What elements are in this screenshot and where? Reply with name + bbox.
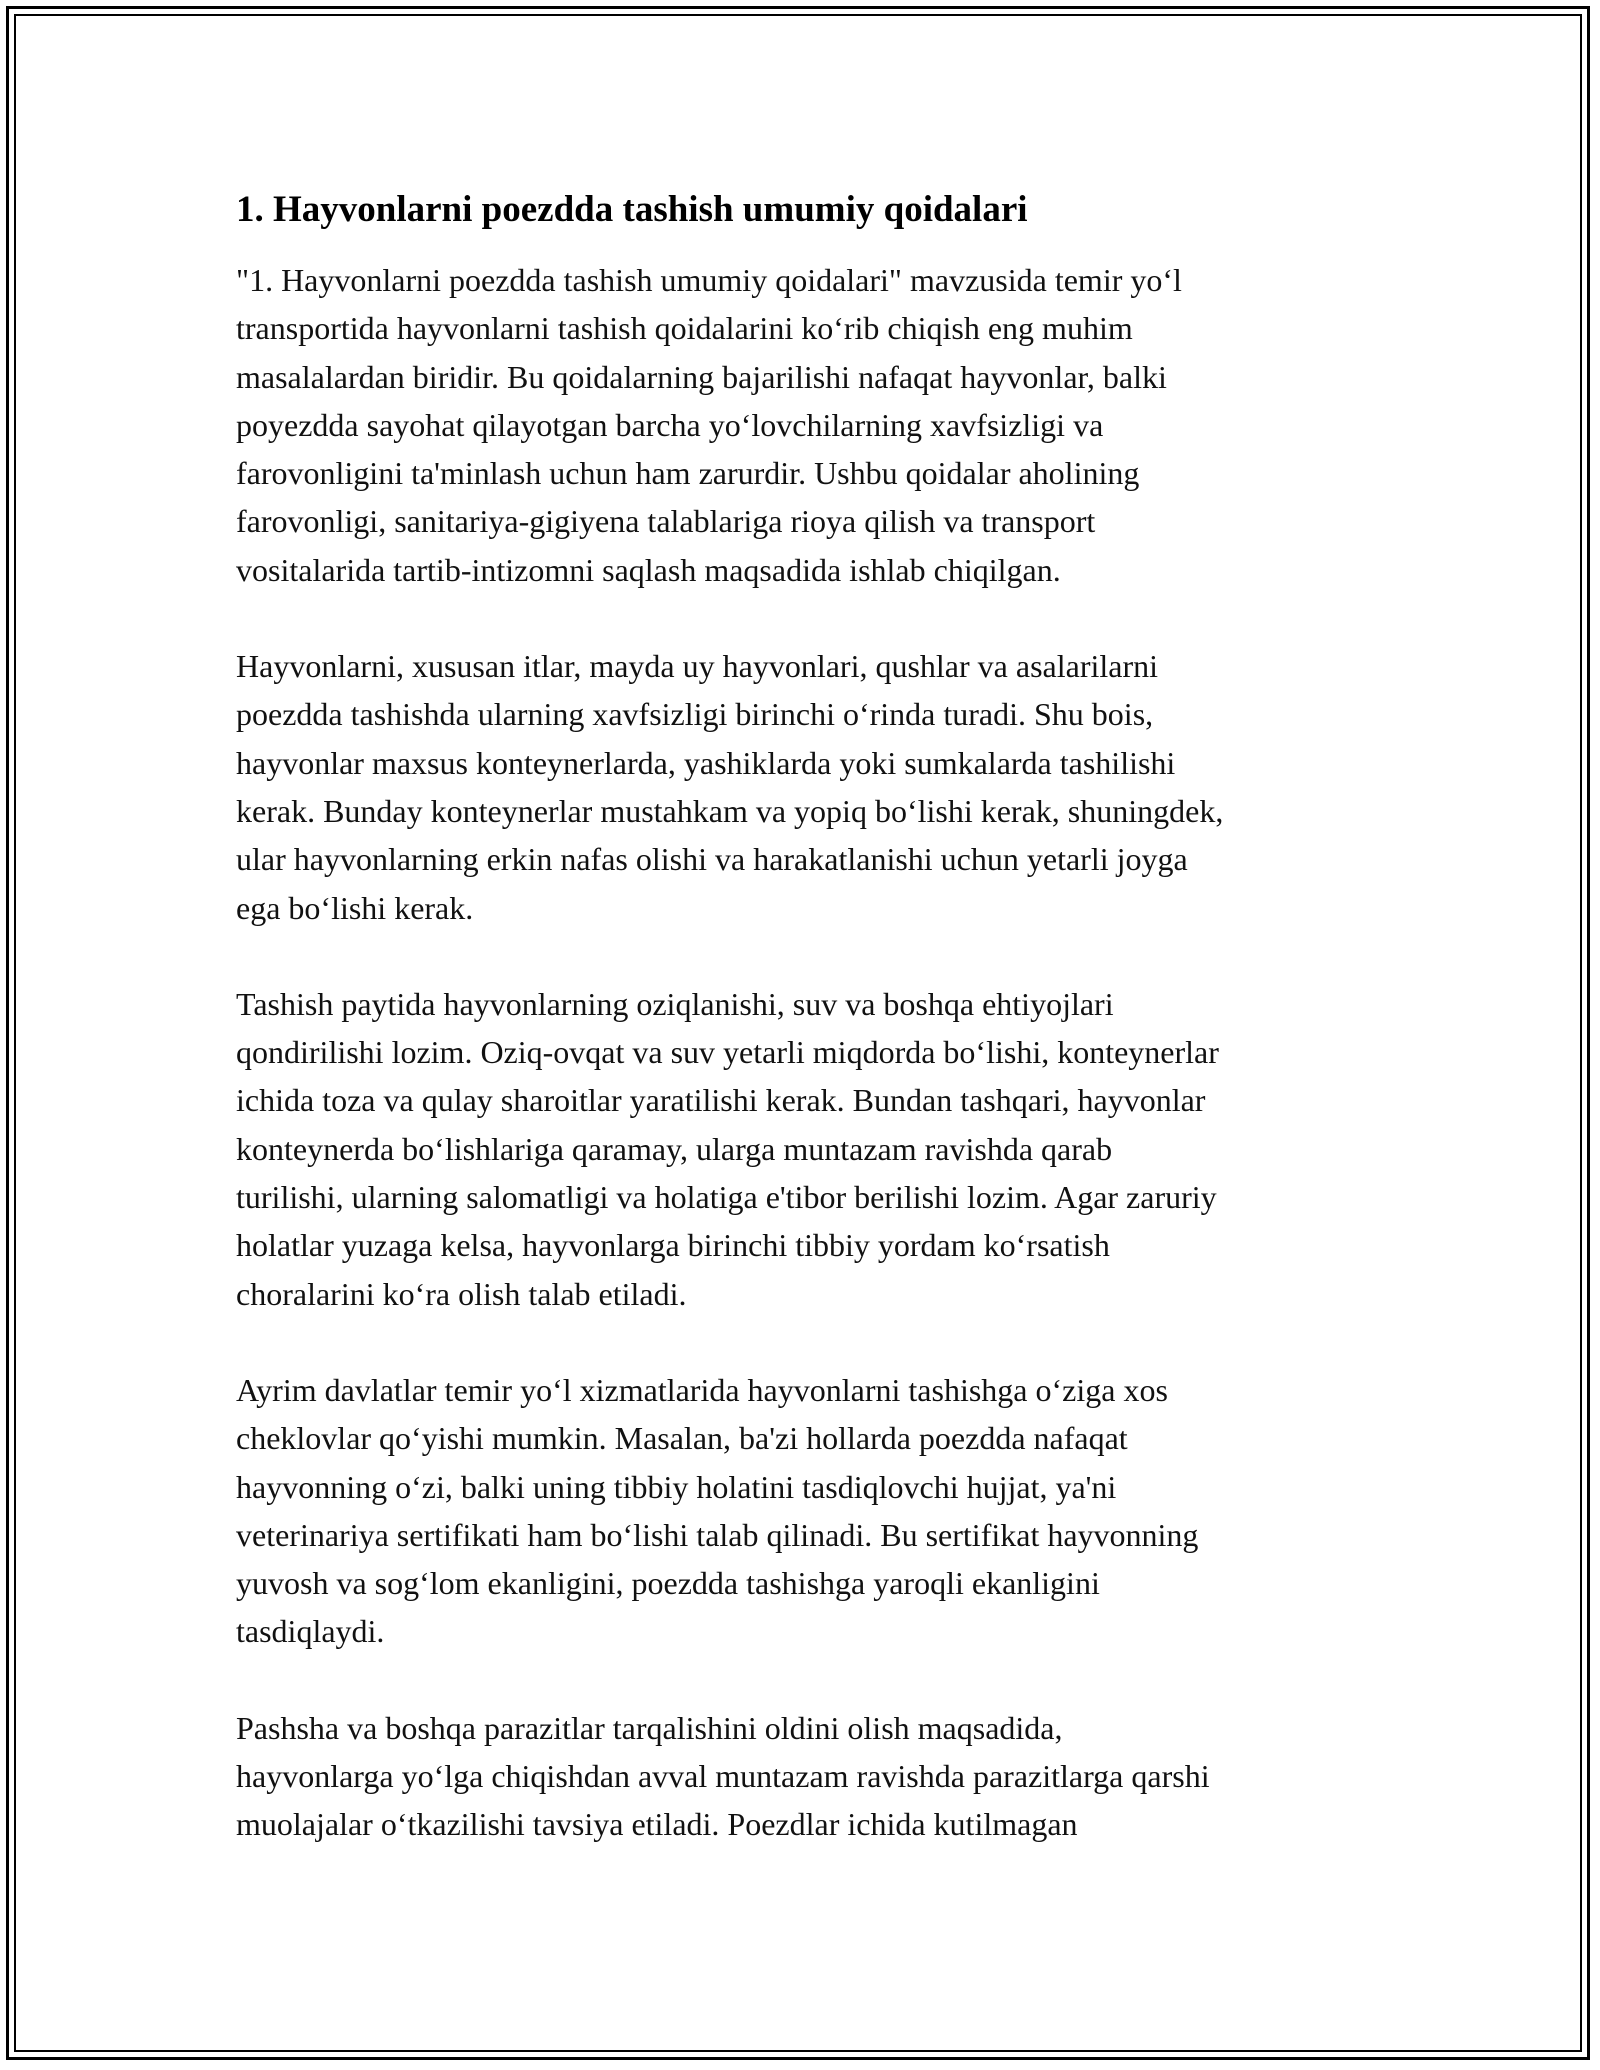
text-line: hayvonning o‘zi, balki uning tibbiy holatini tasdiqlovchi hujjat, ya'ni xyxy=(236,1468,1117,1505)
paragraph-5 xyxy=(236,1704,1376,1849)
text-line: yuvosh va sog‘lom ekanligini, poezdda tashishga yaroqli ekanligini xyxy=(236,1565,1100,1602)
paragraph-4 xyxy=(236,1366,1376,1656)
text-line: konteynerda bo‘lishlariga qaramay, ularga muntazam ravishda qarab xyxy=(236,1130,1113,1167)
text-line: farovonligini ta'minlash uchun ham zarurdir. Ushbu qoidalar aholining xyxy=(236,455,1140,492)
text-line: poezdda tashishda ularning xavfsizligi birinchi o‘rinda turadi. Shu bois, xyxy=(236,696,1154,733)
text-line: qondirilishi lozim. Oziq-ovqat va suv yetarli miqdorda bo‘lishi, konteynerlar xyxy=(236,1034,1219,1071)
text-line: kerak. Bunday konteynerlar mustahkam va yopiq bo‘lishi kerak, shuningdek, xyxy=(236,792,1224,829)
text-line: turilishi, ularning salomatligi va holatiga e'tibor berilishi lozim. Agar zaruriy xyxy=(236,1179,1217,1216)
text-line: masalalardan biridir. Bu qoidalarning bajarilishi nafaqat hayvonlar, balki xyxy=(236,358,1167,395)
text-line: ichida toza va qulay sharoitlar yaratilishi kerak. Bundan tashqari, hayvonlar xyxy=(236,1082,1206,1119)
text-line: choralarini ko‘ra olish talab etiladi. xyxy=(236,1275,687,1312)
text-line: tasdiqlaydi. xyxy=(236,1613,385,1650)
text-line: transportida hayvonlarni tashish qoidalarini ko‘rib chiqish eng muhim xyxy=(236,310,1133,347)
text-line: cheklovlar qo‘yishi mumkin. Masalan, ba'zi hollarda poezdda nafaqat xyxy=(236,1420,1128,1457)
paragraph-3 xyxy=(236,980,1376,1318)
text-line: ular hayvonlarning erkin nafas olishi va harakatlanishi uchun yetarli joyga xyxy=(236,841,1188,878)
text-line: veterinariya sertifikati ham bo‘lishi talab qilinadi. Bu sertifikat hayvonning xyxy=(236,1516,1199,1553)
text-line: muolajalar o‘tkazilishi tavsiya etiladi. Poezdlar ichida kutilmagan xyxy=(236,1806,1078,1843)
text-line: vositalarida tartib-intizomni saqlash maqsadida ishlab chiqilgan. xyxy=(236,551,1061,588)
text-line: Tashish paytida hayvonlarning oziqlanishi, suv va boshqa ehtiyojlari xyxy=(236,985,1114,1022)
text-line: hayvonlarga yo‘lga chiqishdan avval muntazam ravishda parazitlarga qarshi xyxy=(236,1758,1210,1795)
text-line: poyezdda sayohat qilayotgan barcha yo‘lovchilarning xavfsizligi va xyxy=(236,406,1104,443)
text-line: Hayvonlarni, xususan itlar, mayda uy hayvonlari, qushlar va asalarilarni xyxy=(236,648,1158,685)
text-line: holatlar yuzaga kelsa, hayvonlarga birinchi tibbiy yordam ko‘rsatish xyxy=(236,1227,1110,1264)
text-line: ega bo‘lishi kerak. xyxy=(236,889,474,926)
document-body xyxy=(236,186,1376,1897)
paragraph-2 xyxy=(236,642,1376,932)
text-line: hayvonlar maxsus konteynerlarda, yashiklarda yoki sumkalarda tashilishi xyxy=(236,744,1176,781)
document-title: 1. Hayvonlarni poezdda tashish umumiy qoidalari xyxy=(236,189,1028,230)
text-line: "1. Hayvonlarni poezdda tashish umumiy qoidalari" mavzusida temir yo‘l xyxy=(236,262,1182,298)
text-line: farovonligi, sanitariya-gigiyena talablariga rioya qilish va transport xyxy=(236,503,1096,540)
text-line: Ayrim davlatlar temir yo‘l xizmatlarida hayvonlarni tashishga o‘ziga xos xyxy=(236,1371,1168,1408)
text-line: Pashsha va boshqa parazitlar tarqalishini oldini olish maqsadida, xyxy=(236,1709,1063,1746)
paragraph-1 xyxy=(236,256,1376,594)
